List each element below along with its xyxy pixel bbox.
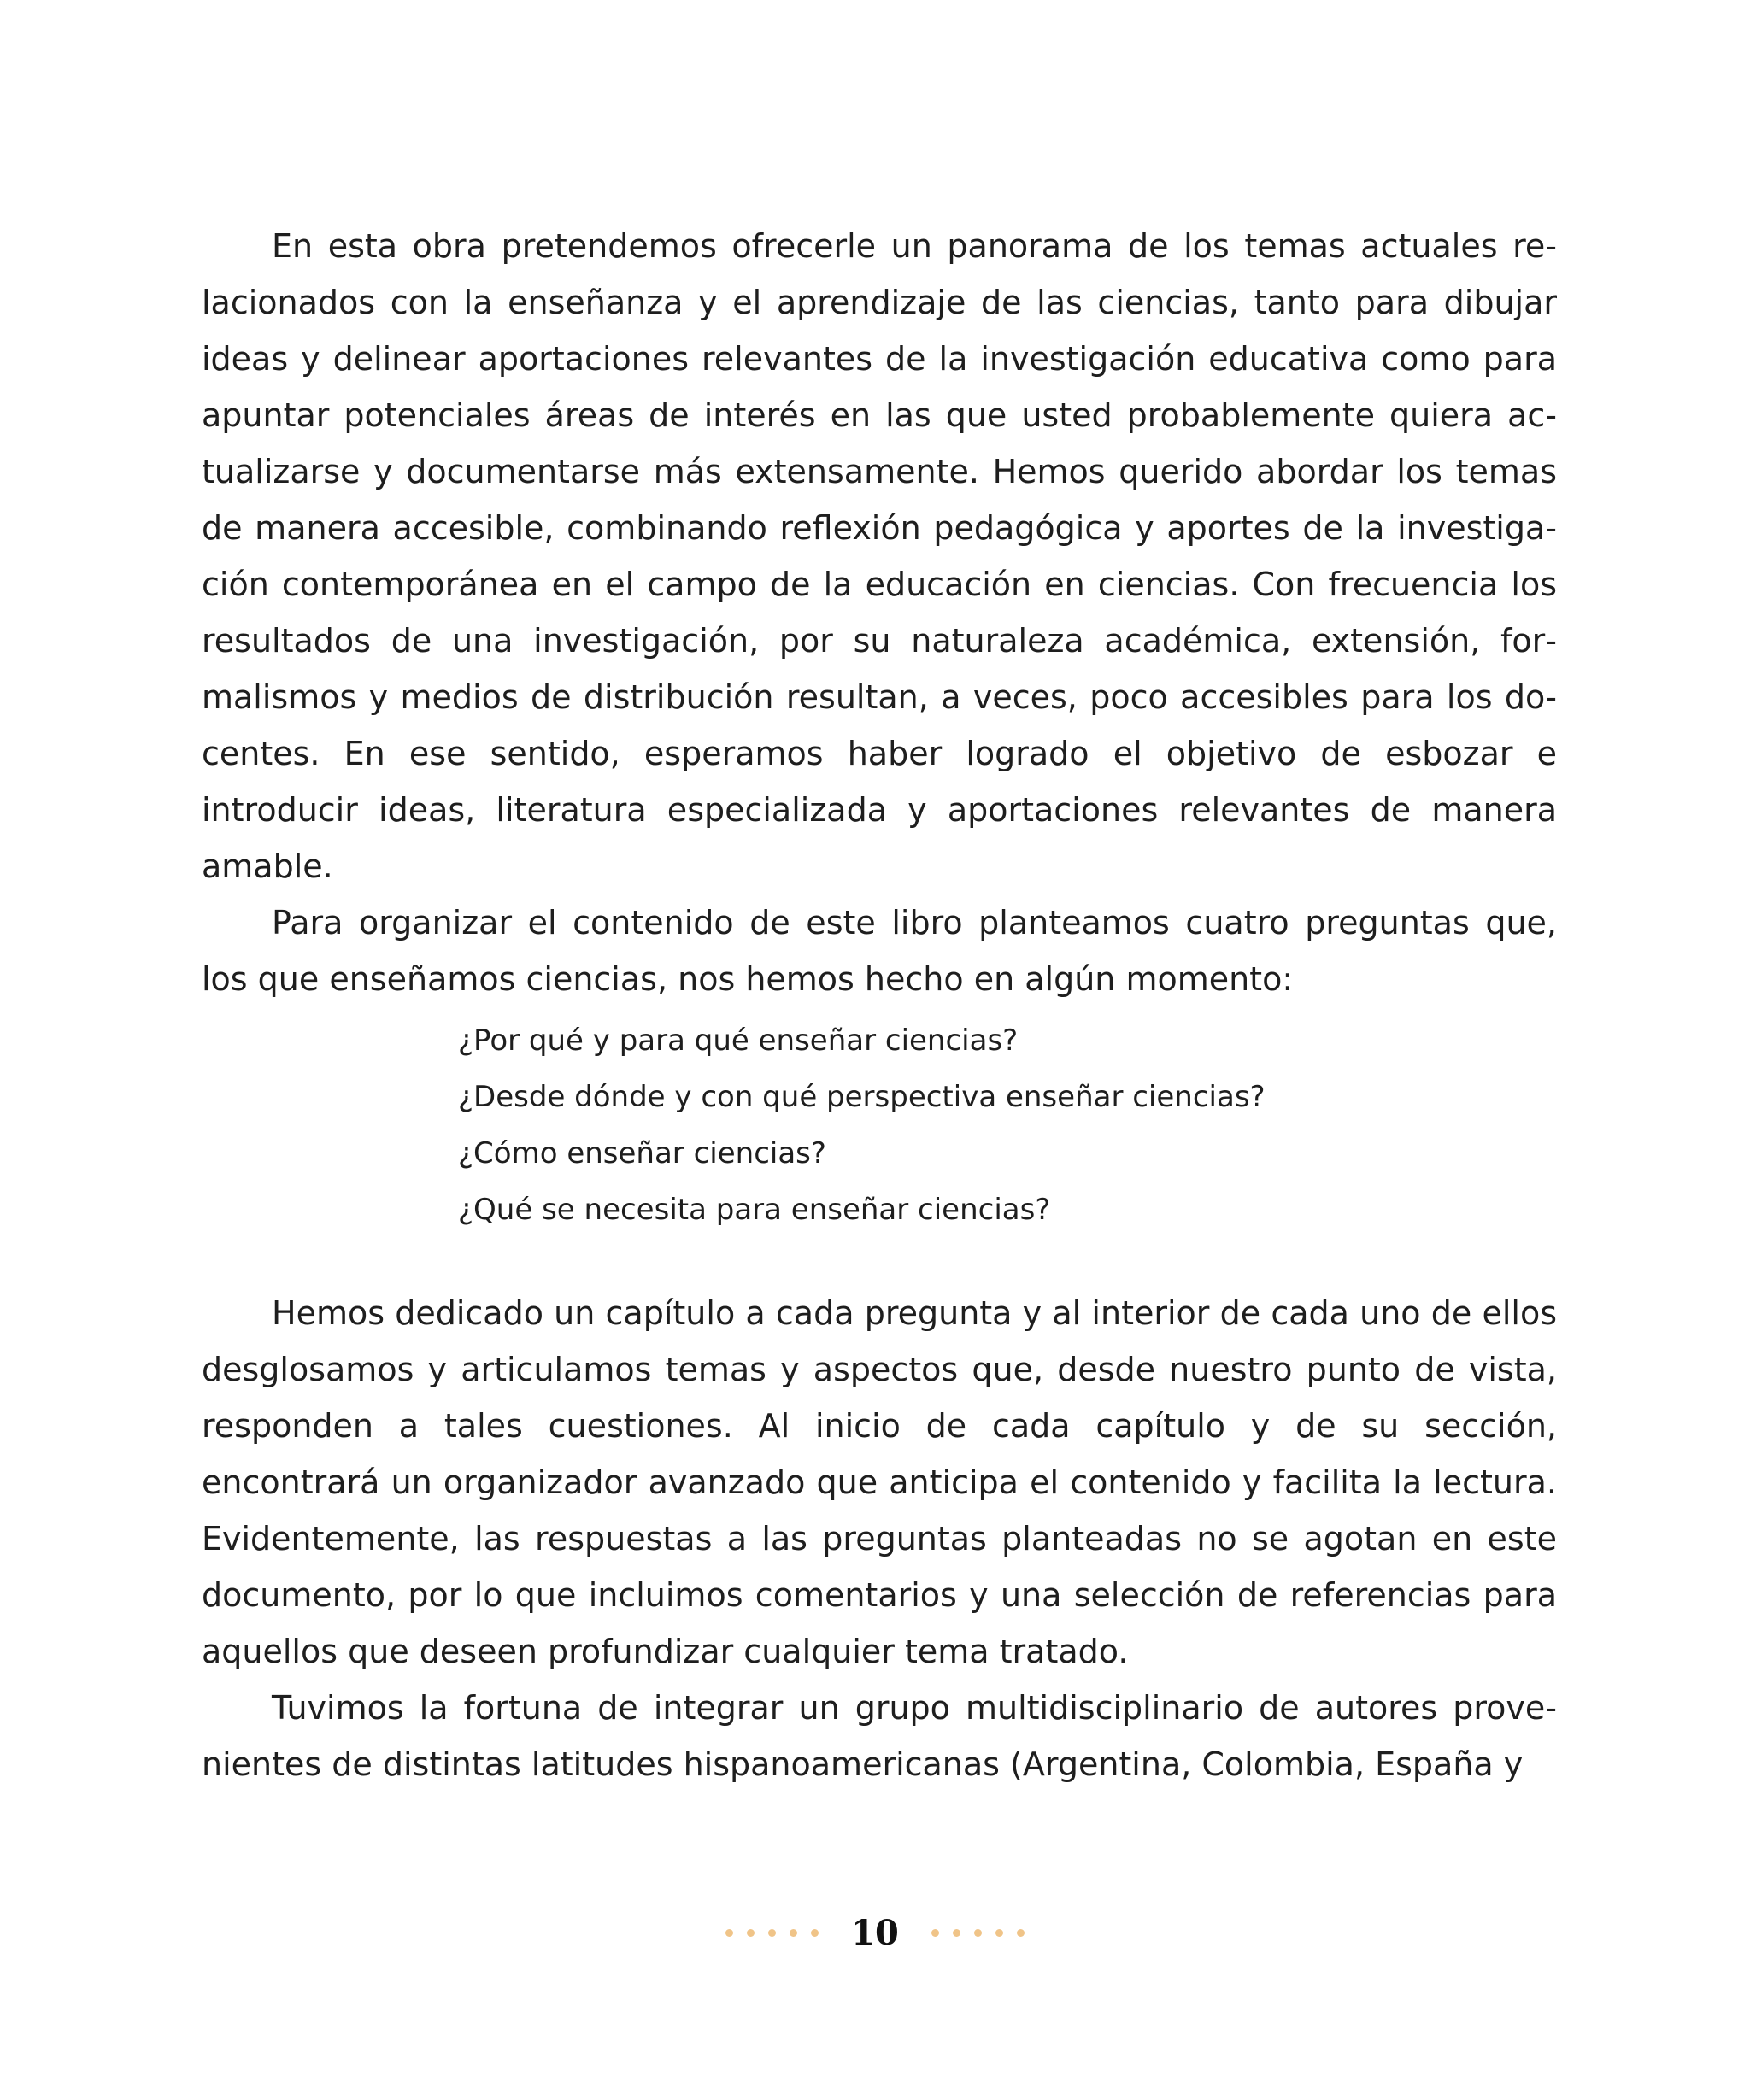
dot-icon: [953, 1929, 960, 1937]
paragraph-authors: Tuvimos la fortuna de integrar un grupo multidisciplinario de autores provenientes de distintas latitudes hispanoamericanas (Argentina, Colombia, España y: [202, 1689, 1557, 1783]
dot-icon: [790, 1929, 797, 1937]
question-item: ¿Por qué y para qué enseñar ciencias?: [458, 1024, 1019, 1058]
questions-list: [458, 1012, 1569, 1238]
page-footer: [0, 1907, 1750, 1958]
dot-icon: [768, 1929, 776, 1937]
dot-icon: [1017, 1929, 1025, 1937]
dot-icon: [811, 1929, 819, 1937]
body-text-bottom: [202, 1285, 1557, 1792]
dot-icon: [995, 1929, 1003, 1937]
paragraph-intro: En esta obra pretendemos ofrecerle un panorama de los temas actuales relacionados con la enseñanza y el aprendizaje de las ciencias, tanto para dibujar ideas y delinear aportaciones relevantes de la investigación educativa como para apuntar potenciales áreas de interés en las que usted probablemente quiera actualizarse y documentarse más extensamente. Hemos querido abordar los temas de manera accesible, combinando reflexión pedagógica y aportes de la investigación contemporánea en el campo de la educación en ciencias. Con frecuencia los resultados de una investigación, por su naturaleza académica, extensión, formalismos y medios de distribución resultan, a veces, poco accesibles para los docentes. En ese sentido, esperamos haber logrado el objetivo de esbozar e introducir ideas, literatura especializada y aportaciones relevantes de manera amable.: [202, 227, 1557, 885]
question-item: ¿Qué se necesita para enseñar ciencias?: [458, 1193, 1051, 1227]
body-text-top: [202, 218, 1557, 1007]
footer-dots-right: [931, 1929, 1025, 1937]
dot-icon: [725, 1929, 733, 1937]
page-number: 10: [851, 1912, 899, 1953]
paragraph-chapters: Hemos dedicado un capítulo a cada pregunta y al interior de cada uno de ellos desglosamos y articulamos temas y aspectos que, desde nuestro punto de vista, responden a tales cuestiones. Al inicio de cada capítulo y de su sección, encontrará un organizador avanzado que anticipa el contenido y facilita la lectura. Evidentemente, las respuestas a las preguntas planteadas no se agotan en este documento, por lo que incluimos comentarios y una selección de referencias para aquellos que deseen profundizar cualquier tema tratado.: [202, 1294, 1557, 1670]
question-item: ¿Cómo enseñar ciencias?: [458, 1136, 826, 1170]
dot-icon: [931, 1929, 939, 1937]
paragraph-questions-lead: Para organizar el contenido de este libro planteamos cuatro preguntas que, los que enseñamos ciencias, nos hemos hecho en algún momento:: [202, 904, 1557, 998]
question-item: ¿Desde dónde y con qué perspectiva enseñar ciencias?: [458, 1080, 1266, 1114]
dot-icon: [974, 1929, 982, 1937]
dot-icon: [747, 1929, 755, 1937]
footer-dots-left: [725, 1929, 819, 1937]
